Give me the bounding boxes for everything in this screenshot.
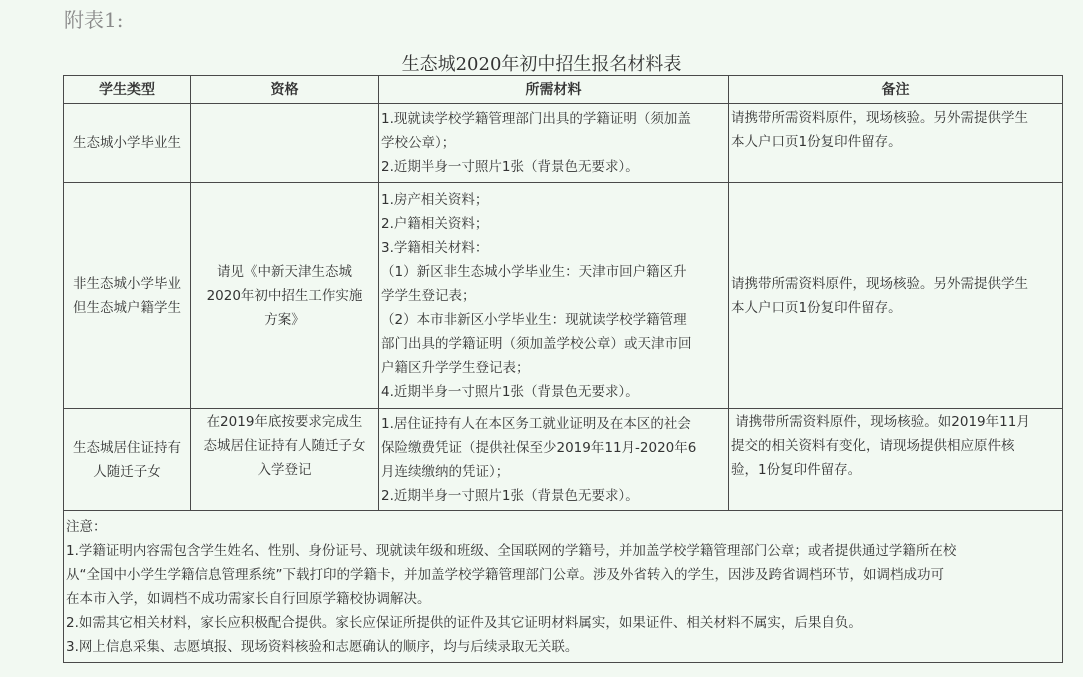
note-line: 2.如需其它相关材料，家长应积极配合提供。家长应保证所提供的证件及其它证明材料属实，如果证件、相关材料不属实，后果自负。 bbox=[66, 614, 862, 631]
materials-cell bbox=[379, 409, 729, 511]
cell-line: 2.近期半身一寸照片1张（背景色无要求）。 bbox=[381, 487, 639, 504]
cell-line: 请携带所需资料原件，现场核验。另外需提供学生 bbox=[731, 275, 1028, 292]
cell-line: 1.现就读学校学籍管理部门出具的学籍证明（须加盖 bbox=[381, 111, 691, 127]
cell-line: 生态城居住证持有 bbox=[73, 439, 181, 456]
cell-line: 3.学籍相关材料： bbox=[381, 239, 489, 256]
cell-line: 学校公章）； bbox=[381, 135, 456, 151]
student-type-cell bbox=[64, 183, 191, 409]
cell-line: 态城居住证持有人随迁子女 bbox=[203, 438, 366, 454]
cell-line: 月连续缴纳的凭证）； bbox=[381, 463, 510, 480]
note-line: 在本市入学，如调档不成功需家长自行回原学籍校协调解决。 bbox=[66, 590, 431, 607]
cell-line: 2020年初中招生工作实施 bbox=[206, 287, 363, 304]
cell-line: 1.居住证持有人在本区务工就业证明及在本区的社会 bbox=[381, 415, 691, 432]
cell-line: 请携带所需资料原件，现场核验。如2019年11月 bbox=[731, 414, 1030, 430]
cell-line: 非生态城小学毕业 bbox=[73, 275, 181, 292]
note-line: 从“全国中小学生学籍信息管理系统”下载打印的学籍卡，并加盖学校学籍管理部门公章。涉及外省转入的学生，因涉及跨省调档环节，如调档成功可 bbox=[66, 566, 944, 583]
header-qualification: 资格 bbox=[191, 76, 379, 104]
cell-line: 生态城小学毕业生 bbox=[73, 135, 181, 151]
cell-line: 但生态城户籍学生 bbox=[73, 299, 181, 316]
remarks-cell bbox=[729, 409, 1063, 511]
qualification-cell bbox=[191, 409, 379, 511]
notes-title: 注意： bbox=[66, 518, 107, 535]
table-row bbox=[64, 409, 1063, 511]
materials-cell bbox=[379, 183, 729, 409]
table-row bbox=[64, 104, 1063, 183]
notes-cell bbox=[64, 511, 1063, 663]
student-type-cell bbox=[64, 104, 191, 183]
header-remarks: 备注 bbox=[729, 76, 1063, 104]
qualification-cell bbox=[191, 183, 379, 409]
table-row bbox=[64, 183, 1063, 409]
cell-line: 在2019年底按要求完成生 bbox=[206, 414, 363, 430]
cell-line: （1）新区非生态城小学毕业生：天津市回户籍区升 bbox=[381, 263, 687, 280]
header-materials: 所需材料 bbox=[379, 76, 729, 104]
cell-line: 保险缴费凭证（提供社保至少2019年11月-2020年6 bbox=[381, 439, 697, 456]
header-student-type: 学生类型 bbox=[64, 76, 191, 104]
attachment-label: 附表1: bbox=[64, 8, 124, 32]
remarks-cell bbox=[729, 104, 1063, 183]
cell-line: 2.户籍相关资料； bbox=[381, 215, 489, 232]
table-title: 生态城2020年初中招生报名材料表 bbox=[401, 54, 682, 75]
notes-row bbox=[64, 511, 1063, 663]
cell-line: （2）本市非新区小学毕业生：现就读学校学籍管理 bbox=[381, 311, 687, 328]
table-header-row bbox=[64, 76, 1063, 104]
cell-line: 本人户口页1份复印件留存。 bbox=[731, 134, 902, 150]
cell-line: 人随迁子女 bbox=[93, 463, 161, 480]
cell-line: 部门出具的学籍证明（须加盖学校公章）或天津市回 bbox=[381, 335, 692, 352]
cell-line: 1.房产相关资料； bbox=[381, 191, 489, 208]
cell-line: 4.近期半身一寸照片1张（背景色无要求）。 bbox=[381, 383, 639, 400]
remarks-cell bbox=[729, 183, 1063, 409]
cell-line: 入学登记 bbox=[257, 462, 312, 478]
cell-line: 请携带所需资料原件，现场核验。另外需提供学生 bbox=[731, 110, 1028, 126]
note-line: 1.学籍证明内容需包含学生姓名、性别、身份证号、现就读年级和班级、全国联网的学籍号，并加盖学校学籍管理部门公章；或者提供通过学籍所在校 bbox=[66, 542, 957, 559]
cell-line: 本人户口页1份复印件留存。 bbox=[731, 299, 902, 316]
materials-cell bbox=[379, 104, 729, 183]
cell-line: 2.近期半身一寸照片1张（背景色无要求）。 bbox=[381, 159, 639, 175]
qualification-cell bbox=[191, 104, 379, 183]
student-type-cell bbox=[64, 409, 191, 511]
cell-line: 方案》 bbox=[264, 311, 305, 328]
cell-line: 学学生登记表； bbox=[381, 287, 476, 304]
cell-line: 验，1份复印件留存。 bbox=[731, 462, 862, 478]
note-line: 3.网上信息采集、志愿填报、现场资料核验和志愿确认的顺序，均与后续录取无关联。 bbox=[66, 638, 579, 655]
cell-line: 提交的相关资料有变化，请现场提供相应原件核 bbox=[731, 438, 1015, 454]
enrollment-materials-table bbox=[63, 75, 1063, 663]
cell-line: 请见《中新天津生态城 bbox=[217, 263, 352, 280]
cell-line: 户籍区升学学生登记表； bbox=[381, 359, 530, 376]
